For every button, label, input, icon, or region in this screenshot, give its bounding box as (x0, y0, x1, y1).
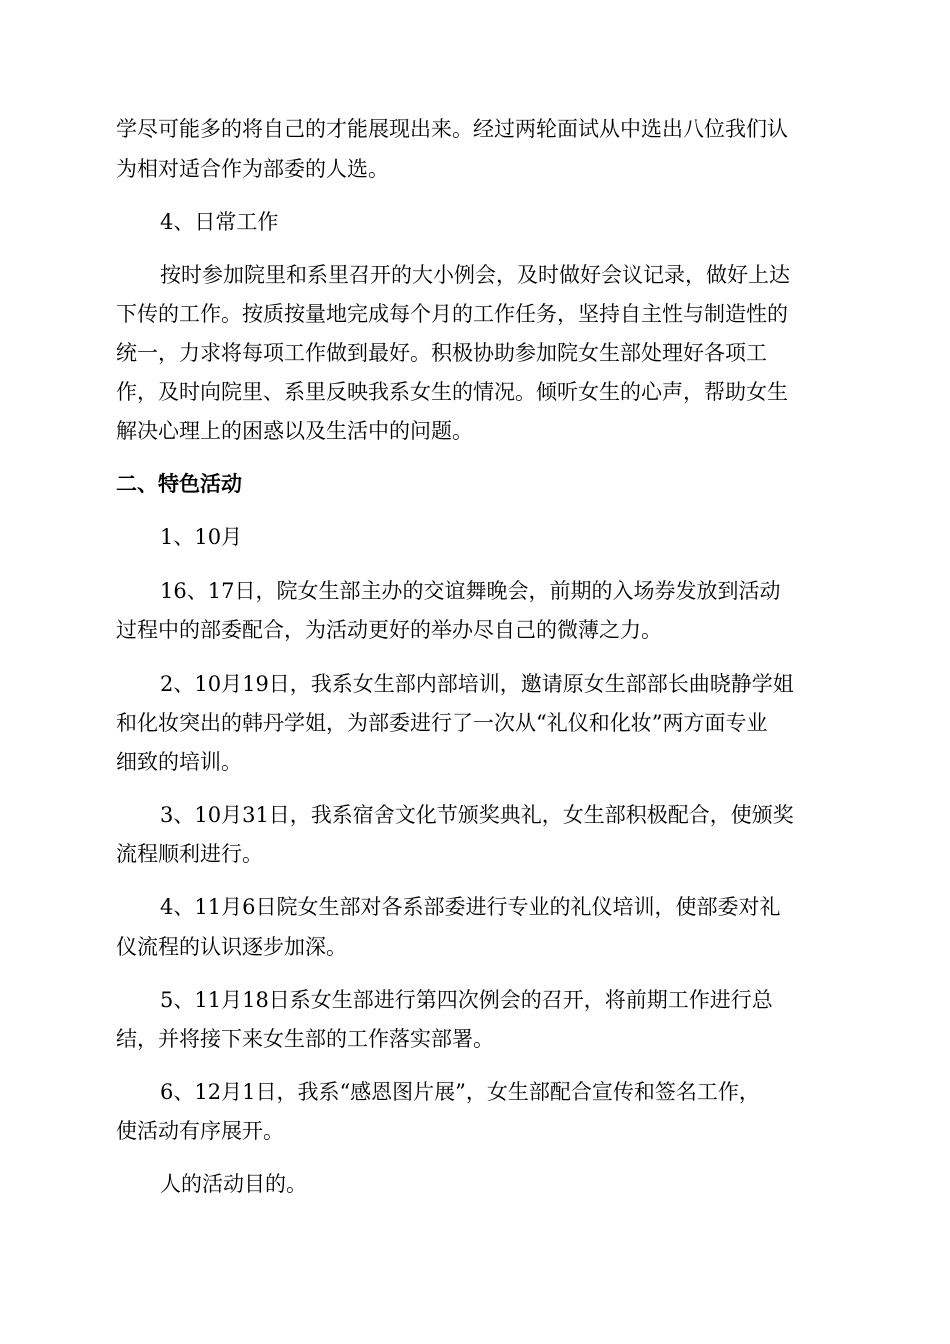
paragraph-line: 学尽可能多的将自己的才能展现出来。经过两轮面试从中选出八位我们认 (116, 117, 788, 141)
paragraph-line: 人的活动目的。 (160, 1172, 307, 1196)
section-subheading: 4、日常工作 (160, 210, 279, 234)
paragraph-line: 统一，力求将每项工作做到最好。积极协助参加院女生部处理好各项工 (116, 341, 767, 365)
paragraph-line: 按时参加院里和系里召开的大小例会，及时做好会议记录，做好上达 (160, 263, 790, 287)
paragraph-line: 2、10月19日，我系女生部内部培训，邀请原女生部部长曲晓静学姐 (160, 672, 794, 696)
paragraph-line: 结，并将接下来女生部的工作落实部署。 (116, 1027, 494, 1051)
paragraph-line: 和化妆突出的韩丹学姐，为部委进行了一次从“礼仪和化妆”两方面专业 (116, 711, 768, 735)
paragraph-line: 使活动有序展开。 (116, 1119, 284, 1143)
paragraph-line: 下传的工作。按质按量地完成每个月的工作任务，坚持自主性与制造性的 (116, 302, 788, 326)
paragraph-line: 作，及时向院里、系里反映我系女生的情况。倾听女生的心声，帮助女生 (116, 380, 788, 404)
paragraph-line: 细致的培训。 (116, 750, 242, 774)
paragraph-line: 4、11月6日院女生部对各系部委进行专业的礼仪培训，使部委对礼 (160, 895, 781, 919)
paragraph-line: 为相对适合作为部委的人选。 (116, 157, 389, 181)
paragraph-line: 5、11月18日系女生部进行第四次例会的召开，将前期工作进行总 (160, 988, 773, 1012)
paragraph-line: 解决心理上的困惑以及生活中的问题。 (116, 419, 473, 443)
paragraph-line: 流程顺利进行。 (116, 842, 263, 866)
paragraph-line: 16、17日，院女生部主办的交谊舞晚会，前期的入场券发放到活动 (160, 579, 781, 603)
paragraph-line: 6、12月1日，我系“感恩图片展”，女生部配合宣传和签名工作， (160, 1080, 760, 1104)
paragraph-line: 3、10月31日，我系宿舍文化节颁奖典礼，女生部积极配合，使颁奖 (160, 803, 794, 827)
section-heading: 二、特色活动 (116, 471, 242, 496)
section-subheading: 1、10月 (160, 525, 243, 549)
paragraph-line: 过程中的部委配合，为活动更好的举办尽自己的微薄之力。 (116, 618, 662, 642)
paragraph-line: 仪流程的认识逐步加深。 (116, 935, 347, 959)
